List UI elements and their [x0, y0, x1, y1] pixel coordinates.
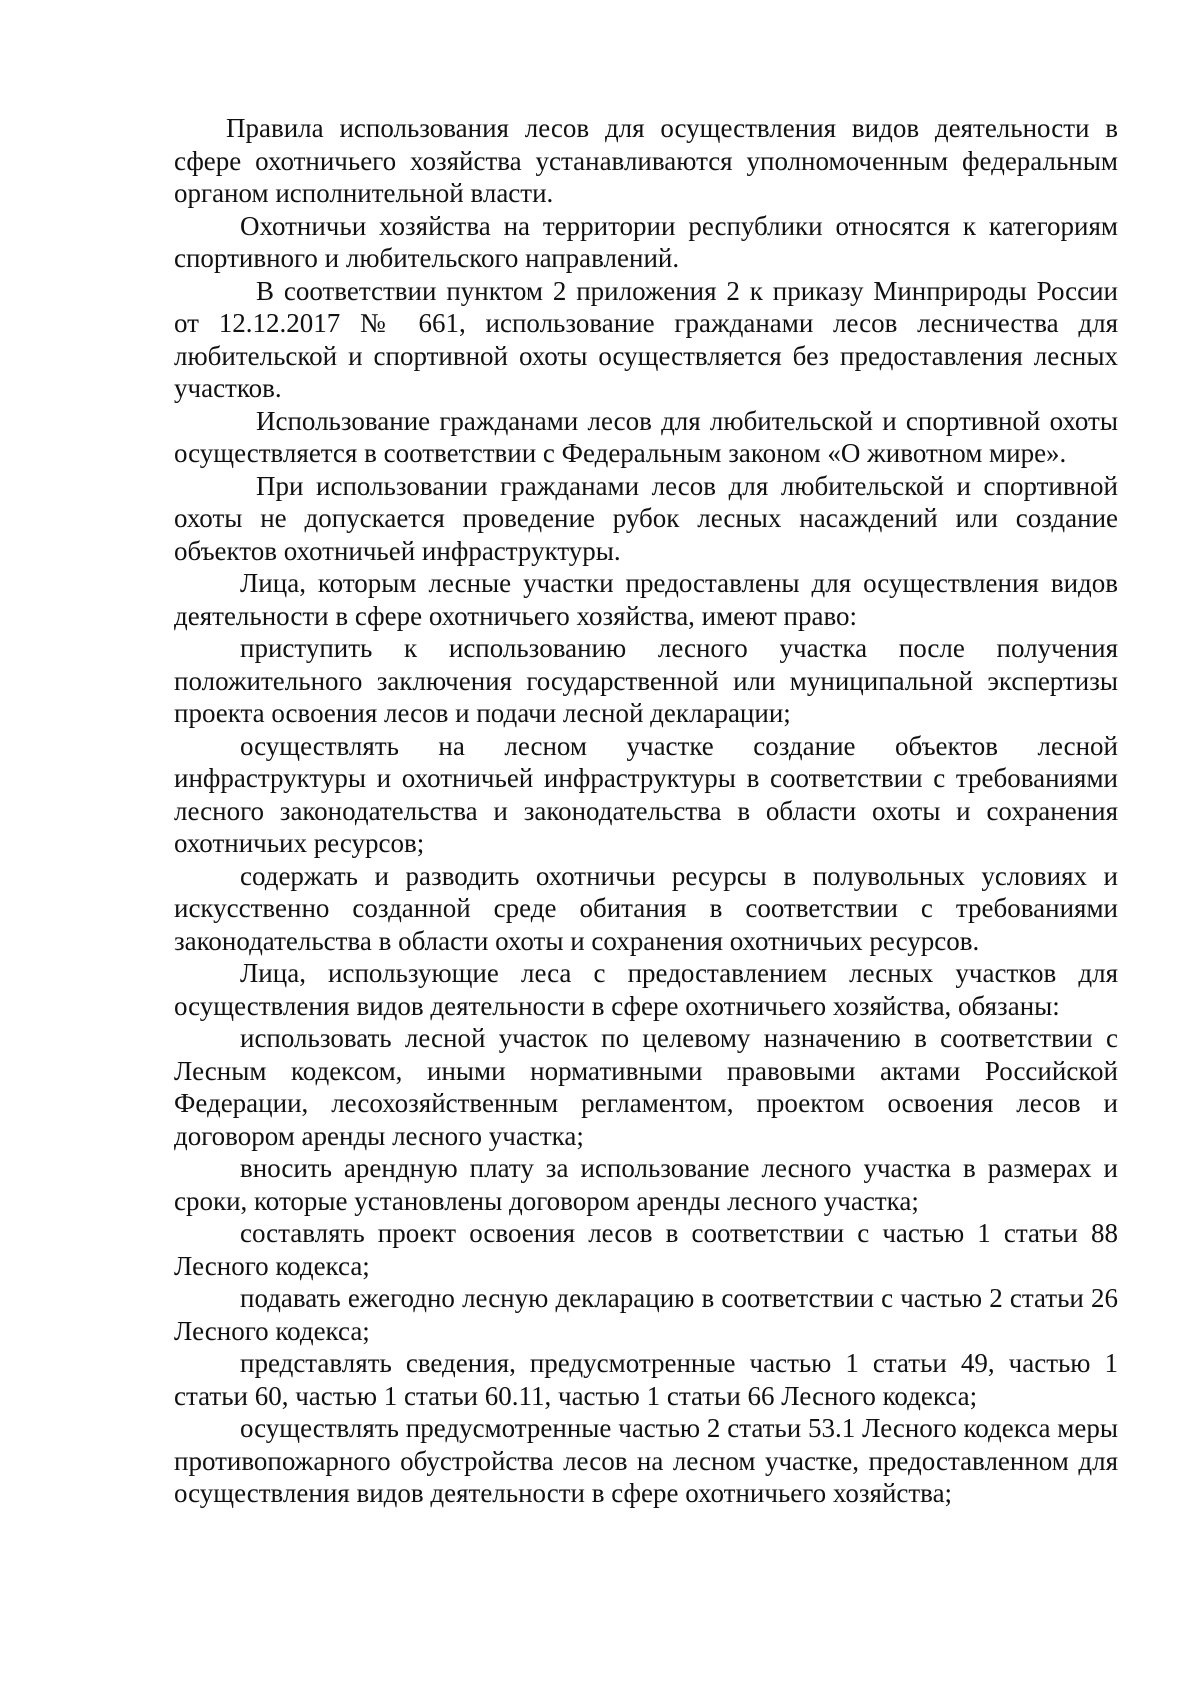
paragraph: Лица, использующие леса с предоставлением лесных участков для осуществления видов деятельности в сфере охотничьего хозяйства, обязаны: [174, 958, 1118, 1021]
paragraph: составлять проект освоения лесов в соответствии с частью 1 статьи 88 Лесного кодекса; [174, 1218, 1118, 1281]
paragraph: вносить арендную плату за использование лесного участка в размерах и сроки, которые установлены договором аренды лесного участка; [174, 1153, 1118, 1216]
paragraph: Правила использования лесов для осуществления видов деятельности в сфере охотничьего хозяйства устанавливаются уполномоченным федеральным органом исполнительной власти. [174, 113, 1118, 208]
paragraph: приступить к использованию лесного участка после получения положительного заключения государственной или муниципальной экспертизы проекта освоения лесов и подачи лесной декларации; [174, 633, 1118, 728]
paragraph: При использовании гражданами лесов для любительской и спортивной охоты не допускается проведение рубок лесных насаждений или создание объектов охотничьей инфраструктуры. [174, 470, 1118, 566]
paragraph: В соответствии пунктом 2 приложения 2 к приказу Минприроды России от 12.12.2017 № 661, использование гражданами лесов лесничества для любительской и спортивной охоты осуществляется без предоставления лесных участков. [174, 275, 1118, 403]
paragraph: осуществлять на лесном участке создание объектов лесной инфраструктуры и охотничьей инфраструктуры в соответствии с требованиями лесного законодательства и законодательства в области охоты и сохранения охотничьих ресурсов; [174, 730, 1118, 858]
paragraph: использовать лесной участок по целевому назначению в соответствии с Лесным кодексом, иными нормативными правовыми актами Российской Федерации, лесохозяйственным регламентом, проектом освоения лесов и договором аренды лесного участка; [174, 1023, 1118, 1151]
paragraph: Охотничьи хозяйства на территории республики относятся к категориям спортивного и любительского направлений. [174, 210, 1118, 273]
paragraph: Лица, которым лесные участки предоставлены для осуществления видов деятельности в сфере охотничьего хозяйства, имеют право: [174, 568, 1118, 631]
paragraph: осуществлять предусмотренные частью 2 статьи 53.1 Лесного кодекса меры противопожарного обустройства лесов на лесном участке, предоставленном для осуществления видов деятельности в сфере охотничьего хозяйства; [174, 1413, 1118, 1508]
paragraph: подавать ежегодно лесную декларацию в соответствии с частью 2 статьи 26 Лесного кодекса; [174, 1283, 1118, 1346]
document-page [174, 112, 1118, 1510]
paragraph: представлять сведения, предусмотренные частью 1 статьи 49, частью 1 статьи 60, частью 1 статьи 60.11, частью 1 статьи 66 Лесного кодекса; [174, 1348, 1118, 1411]
paragraph: содержать и разводить охотничьи ресурсы в полувольных условиях и искусственно созданной среде обитания в соответствии с требованиями законодательства в области охоты и сохранения охотничьих ресурсов. [174, 860, 1118, 956]
paragraph: Использование гражданами лесов для любительской и спортивной охоты осуществляется в соответствии с Федеральным законом «О животном мире». [174, 405, 1118, 468]
